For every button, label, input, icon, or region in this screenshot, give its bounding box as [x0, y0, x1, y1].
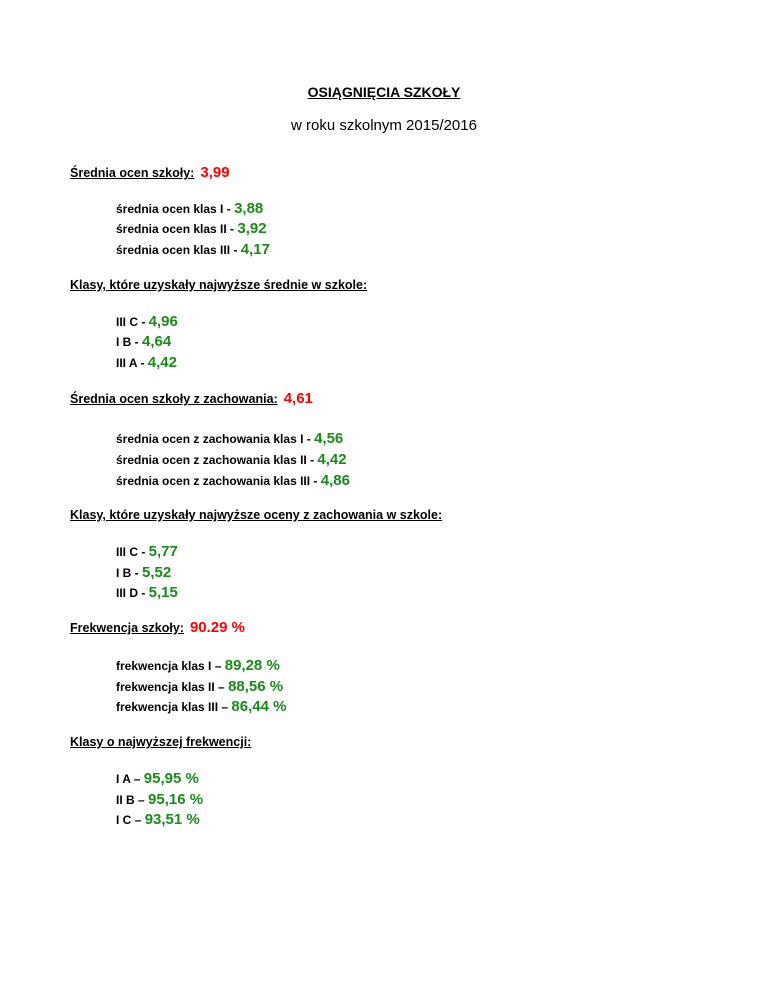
- list-item: [116, 312, 178, 332]
- page-title: OSIĄGNIĘCIA SZKOŁY: [307, 84, 461, 100]
- list-item: [116, 450, 347, 470]
- top-attendance-classes-label: Klasy o najwyższej frekwencji:: [70, 735, 252, 749]
- item-label: średnia ocen klas I -: [116, 202, 235, 216]
- list-item: [116, 199, 263, 219]
- item-label: III C -: [116, 545, 149, 559]
- list-item: [116, 583, 178, 603]
- item-label: III C -: [116, 315, 149, 329]
- item-value: 4,56: [314, 430, 344, 447]
- item-value: 4,42: [147, 354, 177, 371]
- item-value: 5,77: [148, 543, 178, 560]
- item-label: I A –: [116, 772, 144, 786]
- school-average-label: Średnia ocen szkoły:: [70, 166, 195, 180]
- item-value: 4,86: [320, 472, 350, 489]
- attendance-heading: [70, 619, 245, 636]
- list-item: [116, 332, 171, 352]
- top-behavior-classes-heading: [70, 508, 442, 522]
- behavior-average-label: Średnia ocen szkoły z zachowania:: [70, 392, 278, 406]
- top-average-classes-heading: [70, 278, 367, 292]
- item-value: 88,56 %: [228, 678, 284, 695]
- item-label: frekwencja klas III –: [116, 700, 232, 714]
- list-item: [116, 810, 200, 830]
- item-value: 93,51 %: [144, 811, 200, 828]
- item-value: 3,88: [234, 200, 264, 217]
- item-label: II B –: [116, 793, 149, 807]
- item-label: średnia ocen klas III -: [116, 243, 241, 257]
- item-value: 89,28 %: [224, 657, 280, 674]
- list-item: [116, 219, 267, 239]
- item-value: 5,15: [148, 584, 178, 601]
- item-value: 5,52: [142, 564, 172, 581]
- page-subtitle: w roku szkolnym 2015/2016: [291, 117, 477, 134]
- behavior-average-value: 4,61: [283, 390, 313, 407]
- list-item: [116, 563, 171, 583]
- item-value: 4,64: [142, 333, 172, 350]
- item-value: 4,96: [148, 313, 178, 330]
- item-value: 4,17: [240, 241, 270, 258]
- top-attendance-classes-heading: [70, 735, 251, 749]
- school-average-value: 3,99: [200, 164, 230, 181]
- school-average-heading: [70, 164, 230, 181]
- list-item: [116, 677, 283, 697]
- list-item: [116, 429, 343, 449]
- top-average-classes-label: Klasy, które uzyskały najwyższe średnie w szkole:: [70, 278, 368, 292]
- item-value: 86,44 %: [231, 698, 287, 715]
- list-item: [116, 353, 177, 373]
- list-item: [116, 790, 203, 810]
- item-label: średnia ocen z zachowania klas II -: [116, 453, 318, 467]
- item-label: średnia ocen z zachowania klas III -: [116, 474, 321, 488]
- item-label: I C –: [116, 813, 145, 827]
- list-item: [116, 697, 286, 717]
- list-item: [116, 769, 199, 789]
- list-item: [116, 471, 350, 491]
- list-item: [116, 240, 270, 260]
- behavior-average-heading: [70, 390, 313, 407]
- item-label: III A -: [116, 356, 148, 370]
- item-label: III D -: [116, 586, 149, 600]
- item-label: frekwencja klas I –: [116, 659, 225, 673]
- item-value: 95,95 %: [143, 770, 199, 787]
- attendance-value: 90.29 %: [189, 619, 245, 636]
- item-label: średnia ocen z zachowania klas I -: [116, 432, 315, 446]
- item-value: 95,16 %: [148, 791, 204, 808]
- top-behavior-classes-label: Klasy, które uzyskały najwyższe oceny z zachowania w szkole:: [70, 508, 443, 522]
- list-item: [116, 542, 178, 562]
- attendance-label: Frekwencja szkoły:: [70, 621, 184, 635]
- item-value: 3,92: [237, 220, 267, 237]
- item-label: frekwencja klas II –: [116, 680, 229, 694]
- item-value: 4,42: [317, 451, 347, 468]
- item-label: średnia ocen klas II -: [116, 222, 238, 236]
- item-label: I B -: [116, 335, 142, 349]
- item-label: I B -: [116, 566, 142, 580]
- list-item: [116, 656, 280, 676]
